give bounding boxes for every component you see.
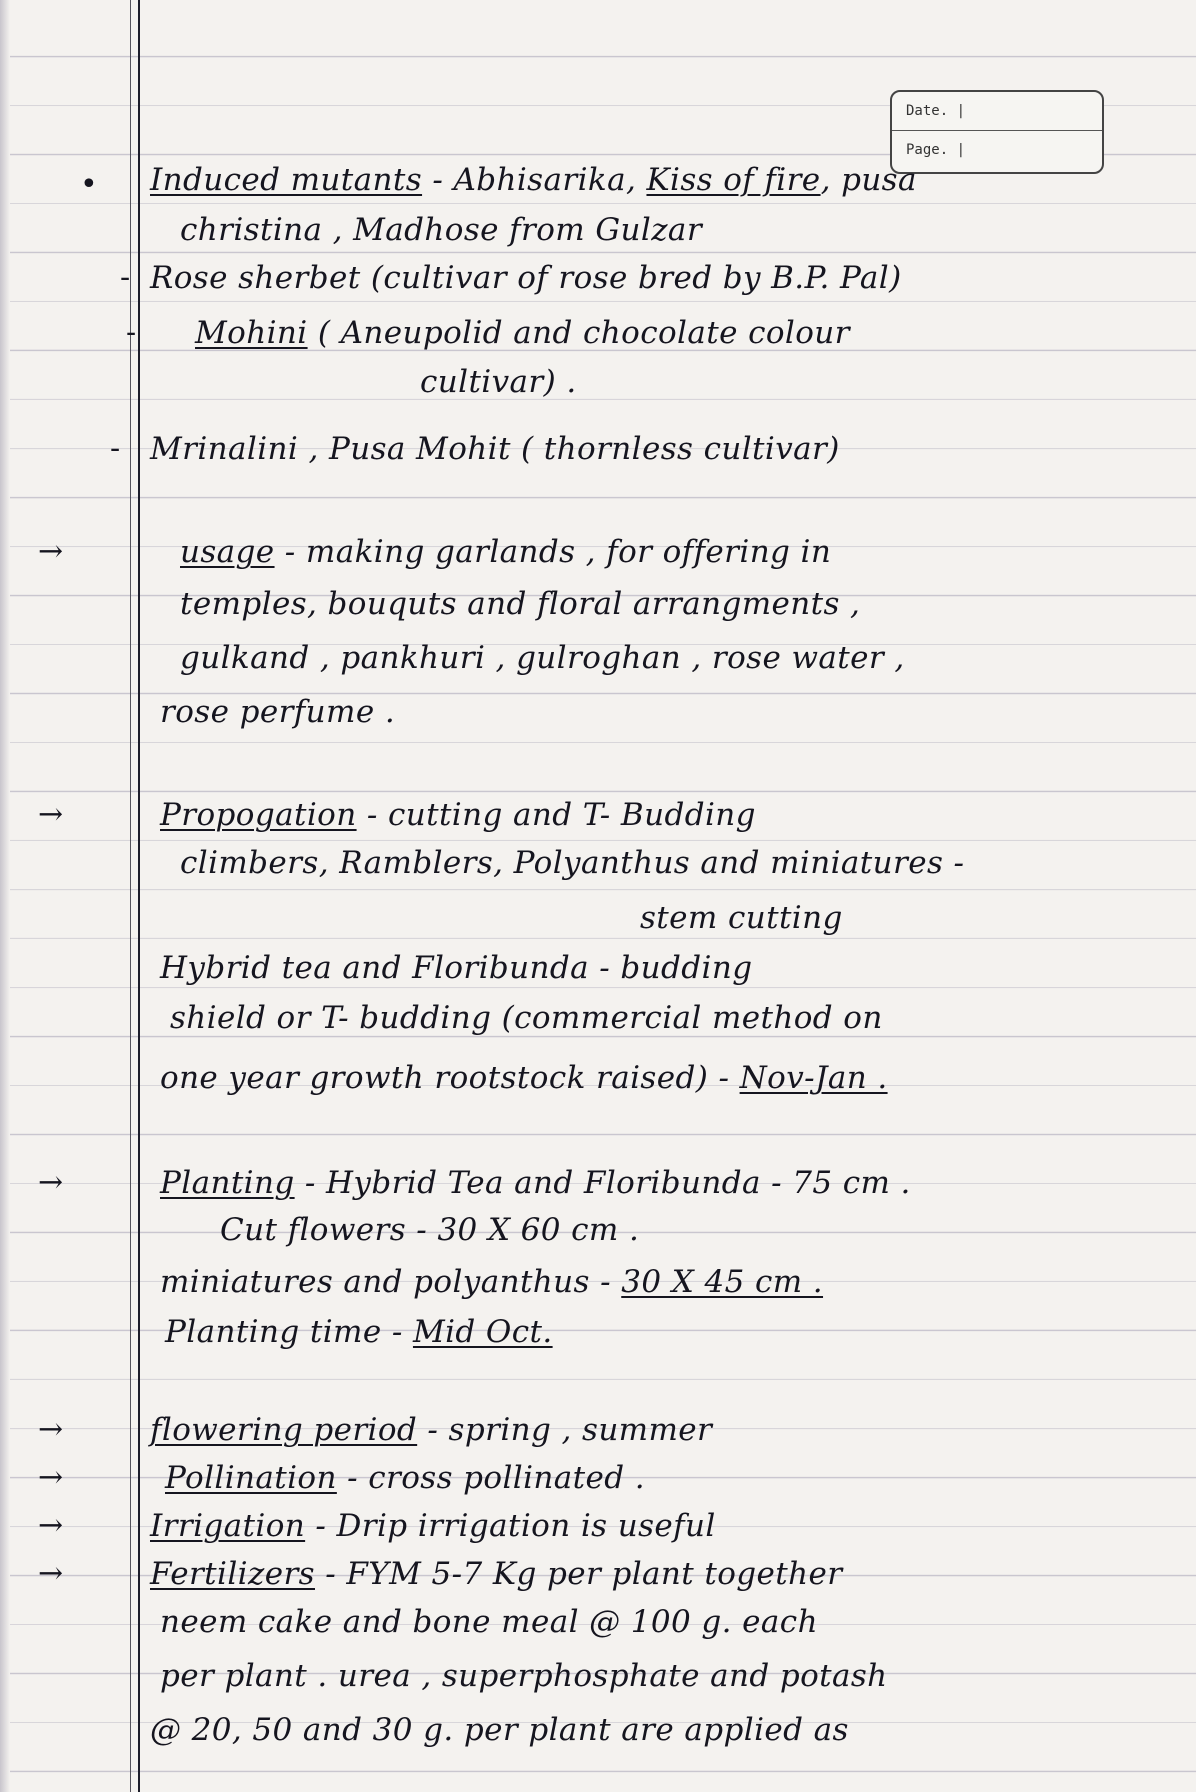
note-line: Irrigation - Drip irrigation is useful <box>150 1508 716 1544</box>
note-line: Cut flowers - 30 X 60 cm . <box>220 1212 640 1248</box>
arrow-icon: → <box>38 1165 64 1200</box>
note-line: per plant . urea , superphosphate and potash <box>160 1658 888 1694</box>
arrow-icon: → <box>38 534 64 569</box>
heading-flowering-period: flowering period <box>150 1412 418 1448</box>
arrow-icon: → <box>38 1412 64 1447</box>
arrow-icon: → <box>38 797 64 832</box>
mohini: Mohini <box>195 315 308 351</box>
date-page-box <box>890 90 1104 174</box>
dash-bullet: - <box>126 315 137 350</box>
heading-propogation: Propogation <box>160 797 357 833</box>
note-line: climbers, Ramblers, Polyanthus and miniatures - <box>180 845 965 881</box>
note-line: usage - making garlands , for offering in <box>180 534 832 570</box>
heading-fertilizers: Fertilizers <box>150 1556 315 1592</box>
kiss-of-fire: Kiss of fire <box>646 162 821 198</box>
note-line: rose perfume . <box>160 694 396 730</box>
spacing-30x45: 30 X 45 cm . <box>621 1264 824 1300</box>
note-line: Planting - Hybrid Tea and Floribunda - 75 cm . <box>160 1165 911 1201</box>
note-line: shield or T- budding (commercial method on <box>170 1000 883 1036</box>
note-line: Hybrid tea and Floribunda - budding <box>160 950 753 986</box>
arrow-icon: → <box>38 1460 64 1495</box>
note-line: stem cutting <box>640 900 843 936</box>
page-number-field: Page. | <box>906 142 966 158</box>
dash-bullet: - <box>120 260 131 295</box>
note-line: one year growth rootstock raised) - Nov-Jan . <box>160 1060 888 1096</box>
page-binding-edge <box>0 0 10 1792</box>
heading-induced-mutants: Induced mutants <box>150 162 423 198</box>
margin-line-inner <box>130 0 131 1792</box>
arrow-icon: → <box>38 1556 64 1591</box>
note-line: Propogation - cutting and T- Budding <box>160 797 756 833</box>
dot-bullet: • <box>80 167 98 202</box>
note-line: cultivar) . <box>420 364 577 400</box>
note-line: Planting time - Mid Oct. <box>165 1314 553 1350</box>
note-line: miniatures and polyanthus - 30 X 45 cm . <box>160 1264 824 1300</box>
nov-jan: Nov-Jan . <box>739 1060 888 1096</box>
note-line: Mrinalini , Pusa Mohit ( thornless cultivar) <box>150 431 840 467</box>
note-line: christina , Madhose from Gulzar <box>180 212 703 248</box>
arrow-icon: → <box>38 1508 64 1543</box>
note-line: Pollination - cross pollinated . <box>165 1460 646 1496</box>
mid-oct: Mid Oct. <box>412 1314 553 1350</box>
heading-usage: usage <box>180 534 275 570</box>
note-line: Induced mutants - Abhisarika, Kiss of fire, pusa <box>150 162 917 198</box>
heading-irrigation: Irrigation <box>150 1508 306 1544</box>
date-field: Date. | <box>892 92 1102 131</box>
note-line: @ 20, 50 and 30 g. per plant are applied as <box>150 1712 849 1748</box>
note-line: gulkand , pankhuri , gulroghan , rose water , <box>180 640 905 676</box>
heading-planting: Planting <box>160 1165 295 1201</box>
note-line: Rose sherbet (cultivar of rose bred by B.P. Pal) <box>150 260 902 296</box>
note-line: Mohini ( Aneupolid and chocolate colour <box>195 315 850 351</box>
note-line: flowering period - spring , summer <box>150 1412 713 1448</box>
note-line: neem cake and bone meal @ 100 g. each <box>160 1604 818 1640</box>
note-line: Fertilizers - FYM 5-7 Kg per plant together <box>150 1556 843 1592</box>
note-line: temples, bouquts and floral arrangments , <box>180 586 861 622</box>
heading-pollination: Pollination <box>165 1460 337 1496</box>
margin-line <box>138 0 140 1792</box>
dash-bullet: - <box>110 431 121 466</box>
